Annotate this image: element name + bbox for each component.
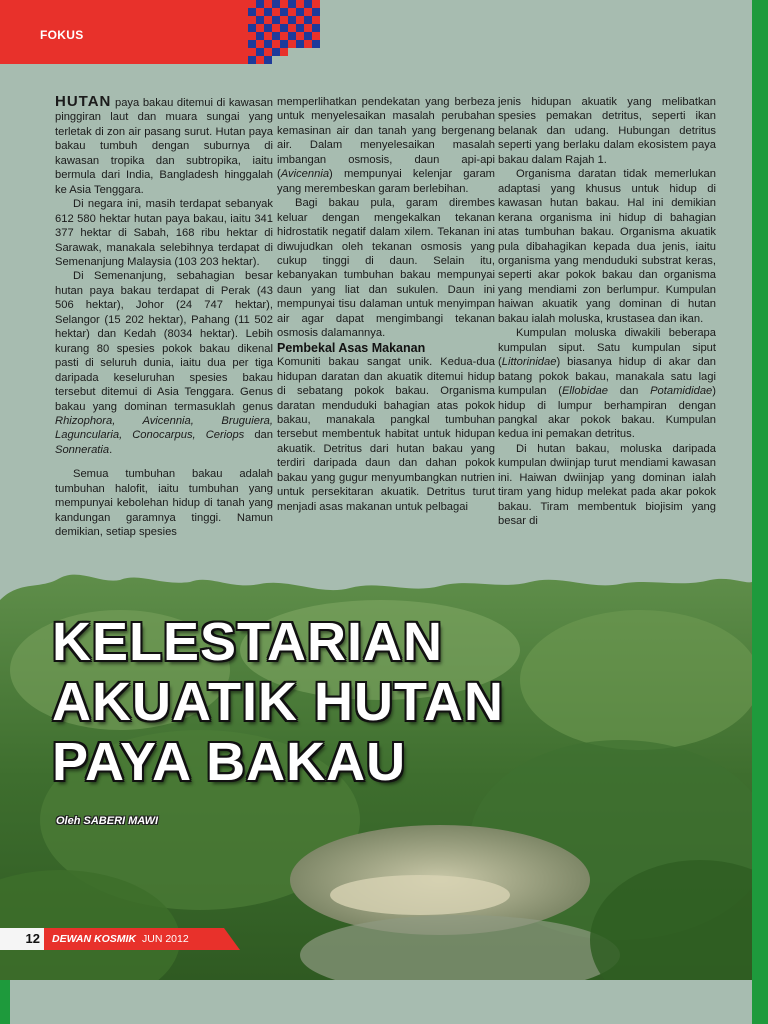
checker-square [296, 0, 304, 8]
checker-square [280, 48, 288, 56]
checker-square [256, 0, 264, 8]
checker-square [272, 0, 280, 8]
checker-square [248, 56, 256, 64]
checker-square [280, 24, 288, 32]
subheading: Pembekal Asas Makanan [277, 340, 426, 355]
checker-square [304, 24, 312, 32]
checker-square [304, 16, 312, 24]
checker-square [272, 24, 280, 32]
checker-square [296, 40, 304, 48]
checker-square [264, 40, 272, 48]
title-line-2: AKUATIK HUTAN [52, 672, 504, 732]
footer-magazine [52, 928, 189, 950]
checker-square [264, 24, 272, 32]
checker-square [256, 32, 264, 40]
issue-date: JUN 2012 [142, 933, 189, 945]
paragraph-text: Di Semenanjung, sebahagian besar hutan paya bakau terdapat di Perak (43 506 hektar), Johor (24 747 hektar), Selangor (15 202 hektar), Pahang (11 502 hektar) dan Kedah (8034 hektar). Lebih kurang 80 spesies pokok bakau dikenal pasti di seluruh dunia, iaitu dua per tiga daripada keseluruhan spesies bakau tersebut ditemui di Asia Tenggara. Genus bakau yang dominan termasuklah genus [55, 270, 273, 413]
checker-square [288, 16, 296, 24]
checker-square [296, 16, 304, 24]
article-column-2 [277, 95, 495, 514]
checker-square [280, 40, 288, 48]
magazine-name: DEWAN KOSMIK [52, 933, 136, 945]
checker-square [304, 8, 312, 16]
checker-square [248, 24, 256, 32]
checker-square [256, 24, 264, 32]
checker-square [248, 48, 256, 56]
title-line-3: PAYA BAKAU [52, 732, 407, 792]
species-name: Littorinidae [501, 356, 557, 369]
article-title [52, 612, 504, 792]
checker-square [248, 40, 256, 48]
checker-square [288, 40, 296, 48]
title-line-1: KELESTARIAN [52, 612, 444, 672]
species-name: Ellobidae [561, 385, 608, 398]
page-number: 12 [0, 928, 44, 950]
checker-square [264, 16, 272, 24]
checker-square [256, 8, 264, 16]
checker-square [312, 32, 320, 40]
checker-square [256, 48, 264, 56]
checker-square [312, 0, 320, 8]
checker-square [248, 32, 256, 40]
checker-square [280, 8, 288, 16]
paragraph-text: ) biasanya hidup di akar dan batang pokok bakau, manakala satu lagi kumpulan ( [498, 356, 716, 398]
paragraph-text: ) mempunyai kelenjar garam yang merembeskan garam berlebihan. [277, 168, 495, 195]
checker-square [248, 16, 256, 24]
checker-square [264, 8, 272, 16]
checker-square [280, 16, 288, 24]
article-column-1 [55, 95, 273, 540]
checker-square [248, 0, 256, 8]
checker-square [312, 16, 320, 24]
genus-name: Sonneratia [55, 443, 110, 456]
paragraph-text: dan [244, 429, 274, 442]
checker-square [304, 40, 312, 48]
checker-square [256, 40, 264, 48]
checker-square [304, 0, 312, 8]
genus-names: Rhizophora, Avicennia, Bruguiera, Laguncularia, Conocarpus, Ceriops [55, 414, 273, 442]
checker-square [304, 32, 312, 40]
checker-square [264, 48, 272, 56]
checker-square [312, 40, 320, 48]
byline: Oleh SABERI MAWI [56, 815, 159, 827]
checker-square [288, 0, 296, 8]
checker-square [264, 0, 272, 8]
checker-square [256, 56, 264, 64]
checker-square [296, 8, 304, 16]
section-label: FOKUS [40, 28, 84, 42]
checker-square [296, 24, 304, 32]
side-accent-bar [752, 0, 768, 1024]
checker-square [312, 8, 320, 16]
checker-square [272, 32, 280, 40]
checker-square [296, 32, 304, 40]
checker-pattern [248, 0, 320, 64]
paragraph [498, 326, 716, 442]
paragraph: Semua tumbuhan bakau adalah tumbuhan halofit, iaitu tumbuhan yang mempunyai kebolehan hidup di tanah yang kandungan garamnya tinggi. Namun demikian, setiap spesies [55, 468, 273, 539]
bottom-accent-bar [0, 980, 10, 1024]
paragraph: Organisma daratan tidak memerlukan adaptasi yang khusus untuk hidup di kawasan hutan bakau. Hal ini demikian kerana organisma ini hidup di bahagian atas tumbuhan bakau. Organisma akuatik pula dibahagikan kepada dua jenis, iaitu organisma yang menduduki substrat keras, seperti akar pokok bakau dan organisma yang mendiami zon berlumpur. Kumpulan haiwan akuatik yang dominan di hutan bakau ialah moluska, krustasea dan ikan. [498, 168, 716, 325]
paragraph: Bagi bakau pula, garam dirembes keluar dengan mengekalkan tekanan hidrostatik negatif dalam xilem. Tekanan ini diwujudkan oleh tekanan osmosis yang cukup tinggi di daun. Selain itu, kebanyakan tumbuhan bakau mempunyai daun yang liat dan sukulen. Daun ini mempunyai tisu dalaman untuk menyimpan air agar dapat mengimbangi tekanan osmosis dalamannya. [277, 197, 495, 340]
paragraph: Komuniti bakau sangat unik. Kedua-dua hidupan daratan dan akuatik ditemui hidup di sebatang pokok bakau. Organisma daratan menduduki bahagian atas pokok bakau, manakala pangkal tumbuhan tersebut membentuk habitat untuk hidupan akuatik. Detritus dari hutan bakau yang terdiri daripada daun dan dahan pokok bakau yang gugur menyumbangkan nutrien untuk persekitaran akuatik. Detritus turut menjadi asas makanan untuk pelbagai [277, 356, 495, 513]
checker-square [264, 56, 272, 64]
checker-square [264, 32, 272, 40]
paragraph-text: Kumpulan moluska diwakili beberapa kumpulan siput. Satu kumpulan siput ( [498, 327, 716, 369]
paragraph-text: dan [607, 385, 651, 398]
checker-square [280, 0, 288, 8]
header-bar [0, 0, 248, 64]
checker-square [288, 8, 296, 16]
paragraph: Di negara ini, masih terdapat sebanyak 612 580 hektar hutan paya bakau, iaitu 341 377 hektar di Sabah, 168 ribu hektar di Sarawak, manakala selebihnya terdapat di Semenanjung Malaysia (103 203 hektar). [55, 198, 273, 268]
checker-square [288, 32, 296, 40]
checker-square [256, 16, 264, 24]
paragraph: jenis hidupan akuatik yang melibatkan spesies pemakan detritus, seperti ikan belanak dan udang. Hubungan detritus seperti yang berlaku dalam ekosistem paya bakau dalam Rajah 1. [498, 96, 716, 166]
drop-word: HUTAN [55, 93, 112, 110]
paragraph: paya bakau ditemui di kawasan pinggiran laut dan muara sungai yang terletak di zon air pasang surut. Hutan paya bakau tumbuh dengan suburnya di kawasan tropika dan subtropika, iaitu bermula dari India, Bangladesh hinggalah ke Asia Tenggara. [55, 97, 273, 196]
paragraph-text: ) hidup di lumpur berhampiran dengan pangkal akar pokok bakau. Kumpulan kedua ini pemakan detritus. [498, 385, 717, 441]
checker-square [280, 32, 288, 40]
checker-square [288, 24, 296, 32]
checker-square [272, 48, 280, 56]
paragraph: Di Semenanjung, sebahagian besar hutan paya bakau terdapat di Perak (43 506 hektar), Johor (24 747 hektar), Selangor (15 202 hektar), Pahang (11 502 hektar) dan Kedah (8034 hektar). Lebih kurang 80 spesies pokok bakau dikenal pasti di seluruh dunia, iaitu dua per tiga daripada keseluruhan spesies bakau tersebut ditemui di Asia Tenggara. Genus bakau yang dominan termasuklah genus Rhizophora, Avicennia, Bruguiera, Laguncularia, Conocarpus, Ceriops dan Sonneratia. [55, 270, 274, 456]
checker-square [272, 8, 280, 16]
checker-square [248, 8, 256, 16]
paragraph [277, 95, 495, 196]
checker-square [272, 16, 280, 24]
species-name: Potamididae [650, 385, 713, 398]
checker-square [312, 24, 320, 32]
paragraph: Di hutan bakau, moluska daripada kumpulan dwiinjap turut mendiami kawasan ini. Haiwan dwiinjap yang dominan ialah tiram yang hidup melekat pada akar pokok bakau. Tiram membentuk biojisim yang besar di [498, 442, 716, 528]
checker-square [272, 40, 280, 48]
paragraph-text: memperlihatkan pendekatan yang berbeza untuk menyelesaikan masalah perubahan kemasinan air dan tanah yang bergenang air. Dalam menyelesaikan masalah imbangan osmosis, daun api-api ( [277, 96, 495, 181]
article-column-3 [498, 95, 716, 529]
species-name: Avicennia [280, 168, 330, 181]
